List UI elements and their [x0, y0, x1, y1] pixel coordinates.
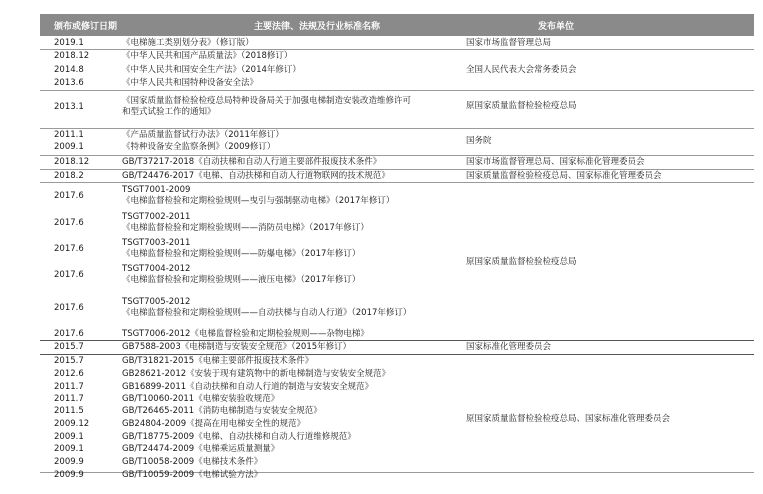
row-title: GB28621-2012《安装于现有建筑物中的新电梯制造与安装安全规范》 [122, 369, 391, 379]
table-row-group [40, 155, 754, 170]
row-date: 2017.6 [54, 217, 84, 228]
row-title: GB/T18775-2009《电梯、自动扶梯和自动人行道维修规范》 [122, 432, 356, 442]
row-date: 2011.5 [54, 406, 84, 416]
row-title-continued: 《电梯监督检验和定期检验规则——消防员电梯》（2017年修订） [122, 223, 369, 233]
row-title: TSGT7004-2012 [122, 264, 191, 274]
row-title: GB7588-2003《电梯制造与安装安全规范》（2015年修订） [122, 342, 352, 352]
row-title: 《中华人民共和国特种设备安全法》 [122, 78, 259, 88]
row-title: 《电梯施工类别划分表》（修订版） [122, 38, 254, 48]
row-title: 《国家质量监督检验检疫总局特种设备局关于加强电梯制造安装改造维修许可 [122, 96, 412, 106]
row-date: 2009.9 [54, 470, 84, 480]
row-date: 2009.1 [54, 432, 84, 442]
row-title: TSGT7006-2012《电梯监督检验和定期检验规则——杂物电梯》 [122, 329, 369, 339]
header-date: 颁布或修订日期 [54, 22, 118, 32]
row-title: 《中华人民共和国产品质量法》（2018修订） [122, 51, 293, 61]
row-date: 2015.7 [54, 342, 84, 352]
row-publisher: 全国人民代表大会常务委员会 [466, 65, 577, 75]
row-publisher: 原国家质量监督检验检疫总局 [466, 101, 577, 111]
row-title: GB/T24476-2017《电梯、自动扶梯和自动人行道物联网的技术规范》 [122, 171, 390, 181]
row-date: 2013.1 [54, 101, 84, 112]
row-date: 2017.6 [54, 243, 84, 254]
table-row-group [40, 36, 754, 50]
table-row-group [40, 49, 754, 91]
row-title: GB/T10058-2009《电梯技术条件》 [122, 457, 263, 467]
row-date: 2009.12 [54, 419, 90, 429]
row-title: TSGT7002-2011 [122, 212, 191, 222]
row-date: 2012.6 [54, 369, 84, 379]
row-date: 2011.1 [54, 130, 84, 140]
row-date: 2009.9 [54, 457, 84, 467]
row-date: 2009.1 [54, 142, 84, 152]
table-row-group [40, 90, 754, 129]
row-title: GB/T37217-2018《自动扶梯和自动人行道主要部件报废技术条件》 [122, 157, 382, 167]
row-date: 2017.6 [54, 329, 84, 339]
row-title: GB/T24474-2009《电梯乘运质量测量》 [122, 444, 280, 454]
row-publisher: 原国家质量监督检验检疫总局 [466, 257, 577, 267]
row-date: 2009.1 [54, 444, 84, 454]
table-row-group [40, 340, 754, 355]
row-title-continued: 《电梯监督检验和定期检验规则—曳引与强制驱动电梯》（2017年修订） [122, 196, 395, 206]
row-publisher: 国家标准化管理委员会 [466, 342, 552, 352]
row-title: GB/T10059-2009《电梯试验方法》 [122, 470, 263, 480]
row-title: 《中华人民共和国安全生产法》（2014年修订） [122, 65, 301, 75]
row-date: 2011.7 [54, 394, 84, 404]
row-title-continued: 《电梯监督检验和定期检验规则——液压电梯》（2017年修订） [122, 275, 361, 285]
row-publisher: 国家质量监督检验检疫总局、国家标准化管理委员会 [466, 171, 662, 181]
table-row-group [40, 169, 754, 183]
row-date: 2015.7 [54, 356, 84, 366]
row-publisher: 国务院 [466, 136, 492, 146]
row-date: 2014.8 [54, 65, 84, 75]
standards-table [40, 14, 754, 480]
row-date: 2017.6 [54, 190, 84, 201]
row-title-continued: 和型式试验工作的通知》 [122, 107, 216, 117]
row-title: GB/T31821-2015《电梯主要部件报废技术条件》 [122, 356, 314, 366]
row-title: TSGT7003-2011 [122, 238, 191, 248]
row-title: GB16899-2011《自动扶梯和自动人行道的制造与安装安全规范》 [122, 382, 374, 392]
row-date: 2017.6 [54, 302, 84, 313]
row-date: 2018.12 [54, 157, 90, 167]
row-publisher: 原国家质量监督检验检疫总局、国家标准化管理委员会 [466, 414, 671, 424]
row-title: GB24804-2009《提高在用电梯安全性的规范》 [122, 419, 306, 429]
row-title: GB/T10060-2011《电梯安装验收规范》 [122, 394, 280, 404]
table-row-group [40, 128, 754, 156]
table-row-group [40, 354, 754, 480]
header-publisher: 发布单位 [538, 22, 575, 32]
row-title: 《特种设备安全监察条例》（2009修订） [122, 142, 276, 152]
row-title: TSGT7005-2012 [122, 297, 191, 307]
row-date: 2011.7 [54, 382, 84, 392]
table-header [40, 14, 754, 36]
row-date: 2018.2 [54, 171, 84, 181]
row-title-continued: 《电梯监督检验和定期检验规则——防爆电梯》（2017年修订） [122, 249, 361, 259]
row-date: 2018.12 [54, 51, 90, 61]
row-date: 2013.6 [54, 78, 84, 88]
header-title: 主要法律、法规及行业标准名称 [254, 22, 381, 32]
row-title: GB/T26465-2011《消防电梯制造与安装安全规范》 [122, 406, 322, 416]
row-title-continued: 《电梯监督检验和定期检验规则——自动扶梯与自动人行道》（2017年修订） [122, 308, 412, 318]
row-date: 2017.6 [54, 269, 84, 280]
row-publisher: 国家市场监督管理总局 [466, 38, 552, 48]
row-date: 2019.1 [54, 38, 84, 48]
table-row-group [40, 182, 754, 341]
row-title: TSGT7001-2009 [122, 185, 191, 195]
row-publisher: 国家市场监督管理总局、国家标准化管理委员会 [466, 157, 645, 167]
row-title: 《产品质量监督试行办法》（2011年修订） [122, 130, 284, 140]
